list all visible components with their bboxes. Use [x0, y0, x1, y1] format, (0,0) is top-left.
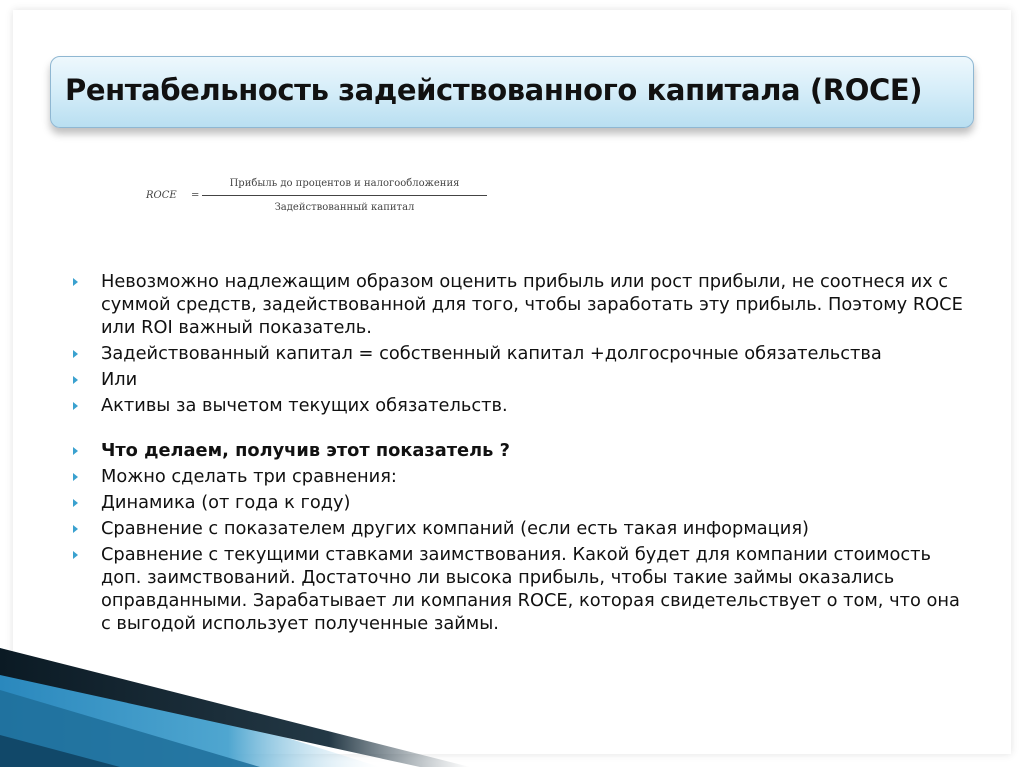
bullet-text: Невозможно надлежащим образом оценить прибыль или рост прибыли, не соотнеся их с суммой средств, задействованной для того, чтобы заработать эту прибыль. Поэтому ROCE или ROI важный показатель.	[101, 271, 963, 338]
formula-equals: =	[191, 190, 200, 201]
bullet-text: Активы за вычетом текущих обязательств.	[101, 395, 508, 416]
bullet-text: Динамика (от года к году)	[101, 492, 351, 513]
triangle-right-icon	[70, 270, 82, 293]
list-item	[70, 394, 970, 417]
slide-title: Рентабельность задействованного капитала (ROCE)	[65, 73, 923, 107]
list-item	[70, 439, 970, 462]
bullet-text: Задействованный капитал = собственный капитал +долгосрочные обязательства	[101, 343, 882, 364]
formula-denominator: Задействованный капитал	[274, 202, 415, 213]
list-item	[70, 270, 970, 339]
list-item	[70, 342, 970, 365]
formula-numerator: Прибыль до процентов и налогообложения	[229, 178, 460, 189]
bullet-text: Или	[101, 369, 138, 390]
bullet-list	[70, 270, 970, 635]
triangle-right-icon	[70, 465, 82, 488]
list-item	[70, 517, 970, 540]
triangle-right-icon	[70, 517, 82, 540]
bullet-text: Сравнение с показателем других компаний (если есть такая информация)	[101, 518, 809, 539]
triangle-right-icon	[70, 342, 82, 365]
list-item	[70, 543, 970, 635]
bullet-text: Что делаем, получив этот показатель ?	[101, 440, 510, 461]
bullet-text: Сравнение с текущими ставками заимствования. Какой будет для компании стоимость доп. заимствований. Достаточно ли высока прибыль, чтобы такие займы оказались оправданными. Зарабатывает ли компания ROCE, которая свидетельствует о том, что она с выгодой использует полученные займы.	[101, 544, 960, 634]
roce-formula	[146, 176, 506, 220]
list-item	[70, 491, 970, 514]
list-item	[70, 368, 970, 391]
triangle-right-icon	[70, 439, 82, 462]
bullet-text: Можно сделать три сравнения:	[101, 466, 397, 487]
triangle-right-icon	[70, 368, 82, 391]
list-item	[70, 465, 970, 488]
title-box	[50, 56, 974, 128]
triangle-right-icon	[70, 491, 82, 514]
triangle-right-icon	[70, 394, 82, 417]
formula-lhs: ROCE	[146, 190, 177, 201]
triangle-right-icon	[70, 543, 82, 566]
formula-fraction-bar	[202, 195, 487, 196]
